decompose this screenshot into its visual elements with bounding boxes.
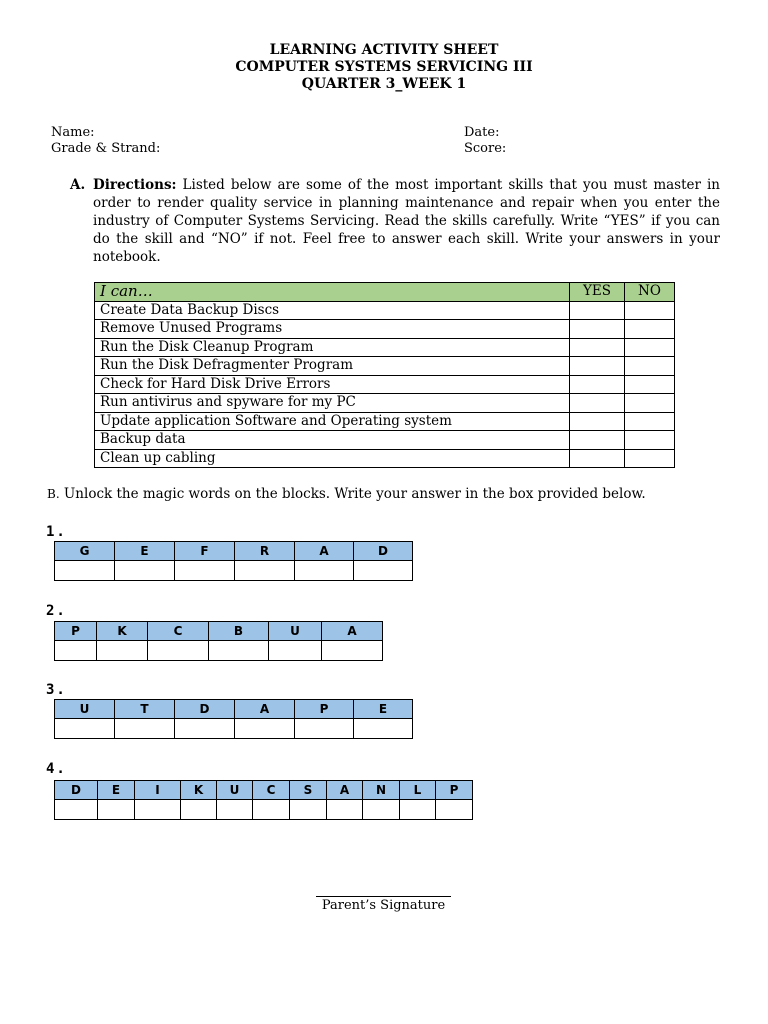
answer-box[interactable] bbox=[209, 641, 269, 661]
letter-block-3 bbox=[54, 699, 413, 739]
no-cell[interactable] bbox=[625, 375, 675, 394]
question-number-2: 2. bbox=[46, 603, 67, 619]
yes-cell[interactable] bbox=[570, 449, 625, 468]
answer-box[interactable] bbox=[290, 800, 327, 820]
yes-header: YES bbox=[570, 283, 625, 302]
no-cell[interactable] bbox=[625, 431, 675, 450]
yes-cell[interactable] bbox=[570, 412, 625, 431]
skill-label: Remove Unused Programs bbox=[95, 320, 570, 339]
letter-block-cell: R bbox=[235, 542, 295, 561]
table-row bbox=[95, 320, 675, 339]
skill-label: Clean up cabling bbox=[95, 449, 570, 468]
answer-box[interactable] bbox=[217, 800, 253, 820]
skill-label: Backup data bbox=[95, 431, 570, 450]
yes-cell[interactable] bbox=[570, 431, 625, 450]
sheet-title bbox=[0, 42, 768, 93]
no-cell[interactable] bbox=[625, 320, 675, 339]
question-number-1: 1. bbox=[46, 524, 67, 540]
no-cell[interactable] bbox=[625, 301, 675, 320]
part-a-letter: A. bbox=[70, 177, 86, 193]
answer-box[interactable] bbox=[55, 719, 115, 739]
answer-box[interactable] bbox=[322, 641, 383, 661]
letter-block-cell: L bbox=[400, 781, 436, 800]
letter-block-2 bbox=[54, 621, 383, 661]
date-label: Date: bbox=[464, 125, 500, 140]
letter-block-cell: D bbox=[175, 700, 235, 719]
answer-row bbox=[55, 641, 383, 661]
skill-label: Update application Software and Operating system bbox=[95, 412, 570, 431]
answer-row bbox=[55, 800, 473, 820]
letter-block-cell: C bbox=[148, 622, 209, 641]
table-row bbox=[95, 431, 675, 450]
letter-block-cell: D bbox=[354, 542, 413, 561]
directions-text: Listed below are some of the most important skills that you must master in order to render quality service in planning maintenance and repair when you enter the industry of Computer Systems Servicing. Read the skills carefully. Write “YES” if you can do the skill and “NO” if not. Feel free to answer each skill. Write your answers in your notebook. bbox=[93, 177, 720, 265]
letter-block-cell: P bbox=[295, 700, 354, 719]
answer-box[interactable] bbox=[55, 800, 98, 820]
answer-box[interactable] bbox=[115, 719, 175, 739]
part-b-text: Unlock the magic words on the blocks. Write your answer in the box provided below. bbox=[59, 486, 646, 502]
answer-box[interactable] bbox=[55, 561, 115, 581]
ican-header: I can… bbox=[95, 283, 570, 302]
table-row bbox=[95, 449, 675, 468]
letter-block-cell: C bbox=[253, 781, 290, 800]
answer-box[interactable] bbox=[97, 641, 148, 661]
table-row bbox=[95, 338, 675, 357]
letter-block-cell: K bbox=[181, 781, 217, 800]
answer-box[interactable] bbox=[269, 641, 322, 661]
answer-box[interactable] bbox=[354, 561, 413, 581]
skill-label: Run the Disk Defragmenter Program bbox=[95, 357, 570, 376]
letter-block-cell: K bbox=[97, 622, 148, 641]
skill-label: Run antivirus and spyware for my PC bbox=[95, 394, 570, 413]
yes-cell[interactable] bbox=[570, 375, 625, 394]
question-number-3: 3. bbox=[46, 682, 67, 698]
answer-box[interactable] bbox=[295, 561, 354, 581]
answer-box[interactable] bbox=[98, 800, 135, 820]
letter-block-cell: U bbox=[269, 622, 322, 641]
part-b-letter: B. bbox=[47, 487, 60, 501]
letter-block-cell: T bbox=[115, 700, 175, 719]
name-label: Name: bbox=[51, 125, 95, 140]
scrambled-letters-row bbox=[55, 781, 473, 800]
answer-box[interactable] bbox=[175, 719, 235, 739]
letter-block-cell: E bbox=[354, 700, 413, 719]
answer-box[interactable] bbox=[400, 800, 436, 820]
table-row bbox=[95, 357, 675, 376]
letter-block-cell: I bbox=[135, 781, 181, 800]
directions-label: Directions: bbox=[93, 177, 177, 193]
letter-block-cell: P bbox=[55, 622, 97, 641]
no-cell[interactable] bbox=[625, 412, 675, 431]
part-b-instruction bbox=[47, 486, 646, 502]
letter-block-cell: F bbox=[175, 542, 235, 561]
no-cell[interactable] bbox=[625, 394, 675, 413]
answer-row bbox=[55, 561, 413, 581]
title-line-1: LEARNING ACTIVITY SHEET bbox=[269, 42, 499, 58]
no-header: NO bbox=[625, 283, 675, 302]
no-cell[interactable] bbox=[625, 357, 675, 376]
answer-box[interactable] bbox=[253, 800, 290, 820]
letter-block-1 bbox=[54, 541, 413, 581]
signature-line bbox=[316, 896, 451, 897]
parent-signature-label: Parent’s Signature bbox=[321, 898, 446, 913]
table-row bbox=[95, 301, 675, 320]
answer-box[interactable] bbox=[235, 719, 295, 739]
letter-block-cell: A bbox=[295, 542, 354, 561]
letter-block-cell: D bbox=[55, 781, 98, 800]
answer-box[interactable] bbox=[115, 561, 175, 581]
title-line-3: QUARTER 3_WEEK 1 bbox=[301, 76, 467, 92]
letter-block-cell: P bbox=[436, 781, 473, 800]
part-a-directions bbox=[70, 176, 720, 266]
yes-cell[interactable] bbox=[570, 357, 625, 376]
letter-block-cell: B bbox=[209, 622, 269, 641]
answer-box[interactable] bbox=[354, 719, 413, 739]
answer-box[interactable] bbox=[148, 641, 209, 661]
grade-strand-label: Grade & Strand: bbox=[51, 141, 161, 156]
answer-box[interactable] bbox=[55, 641, 97, 661]
letter-block-cell: U bbox=[55, 700, 115, 719]
answer-box[interactable] bbox=[135, 800, 181, 820]
letter-block-cell: A bbox=[235, 700, 295, 719]
title-line-2: COMPUTER SYSTEMS SERVICING III bbox=[235, 59, 533, 75]
letter-block-cell: A bbox=[322, 622, 383, 641]
answer-box[interactable] bbox=[436, 800, 473, 820]
letter-block-cell: N bbox=[363, 781, 400, 800]
table-row bbox=[95, 412, 675, 431]
skill-label: Run the Disk Cleanup Program bbox=[95, 338, 570, 357]
skills-table-header bbox=[95, 283, 675, 302]
no-cell[interactable] bbox=[625, 338, 675, 357]
scrambled-letters-row bbox=[55, 700, 413, 719]
question-number-4: 4. bbox=[46, 761, 67, 777]
yes-cell[interactable] bbox=[570, 394, 625, 413]
answer-row bbox=[55, 719, 413, 739]
letter-block-cell: E bbox=[115, 542, 175, 561]
score-label: Score: bbox=[464, 141, 507, 156]
yes-cell[interactable] bbox=[570, 338, 625, 357]
table-row bbox=[95, 375, 675, 394]
letter-block-cell: E bbox=[98, 781, 135, 800]
letter-block-4 bbox=[54, 780, 473, 820]
letter-block-cell: U bbox=[217, 781, 253, 800]
no-cell[interactable] bbox=[625, 449, 675, 468]
answer-box[interactable] bbox=[181, 800, 217, 820]
scrambled-letters-row bbox=[55, 542, 413, 561]
yes-cell[interactable] bbox=[570, 301, 625, 320]
letter-block-cell: G bbox=[55, 542, 115, 561]
skill-label: Check for Hard Disk Drive Errors bbox=[95, 375, 570, 394]
answer-box[interactable] bbox=[235, 561, 295, 581]
letter-block-cell: A bbox=[327, 781, 363, 800]
answer-box[interactable] bbox=[175, 561, 235, 581]
skills-table bbox=[94, 282, 675, 468]
yes-cell[interactable] bbox=[570, 320, 625, 339]
skill-label: Create Data Backup Discs bbox=[95, 301, 570, 320]
answer-box[interactable] bbox=[295, 719, 354, 739]
answer-box[interactable] bbox=[327, 800, 363, 820]
scrambled-letters-row bbox=[55, 622, 383, 641]
table-row bbox=[95, 394, 675, 413]
letter-block-cell: S bbox=[290, 781, 327, 800]
answer-box[interactable] bbox=[363, 800, 400, 820]
